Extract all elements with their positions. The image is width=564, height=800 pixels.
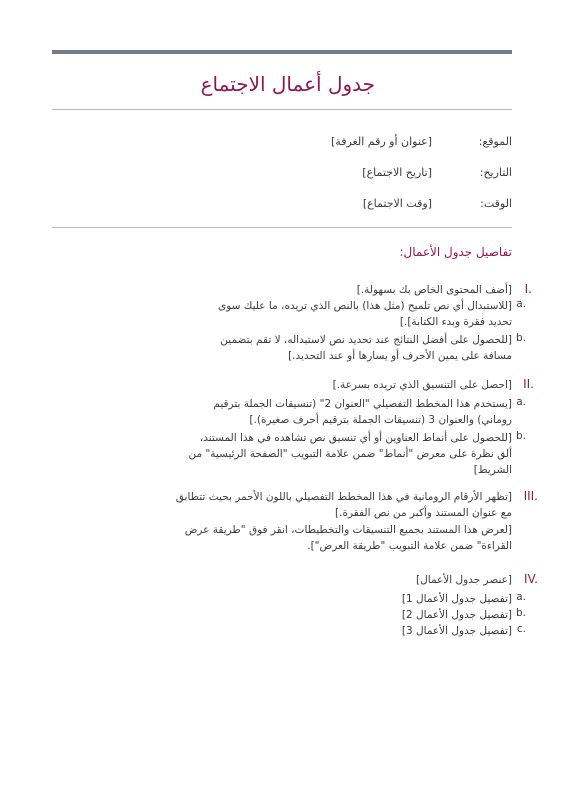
sub-letter: a. xyxy=(516,591,526,603)
meta-row-location xyxy=(52,135,512,151)
agenda-details-heading: تفاصيل جدول الأعمال: xyxy=(399,245,512,259)
sub-text: [تفصيل جدول الأعمال 1] xyxy=(401,593,512,605)
sub-letter: b. xyxy=(515,430,526,442)
item-text: [احصل على التنسيق الذي تريده بسرعة.] xyxy=(332,379,512,391)
sub-text: تحديد فقرة وبدء الكتابة].] xyxy=(399,316,512,328)
page-title: جدول أعمال الاجتماع xyxy=(200,72,375,96)
meta-label: التاريخ: xyxy=(479,166,512,179)
item-number: IV. xyxy=(523,572,538,586)
sub-letter: b. xyxy=(515,607,526,619)
sub-letter: b. xyxy=(515,332,526,344)
item-text: [لعرض هذا المستند بجميع التنسيقات والتخطيطات، انقر فوق "طريقة عرض xyxy=(184,524,512,536)
sub-text: [للحصول على أنماط العناوين أو أي تنسيق نص تشاهده في هذا المستند، xyxy=(199,432,512,444)
meta-value: [تاريخ الاجتماع] xyxy=(362,166,432,179)
item-text: القراءة" ضمن علامة التبويب "طريقة العرض"]. xyxy=(307,540,512,552)
item-number: I. xyxy=(524,282,532,296)
agenda-item-4 xyxy=(150,572,538,642)
sub-letter: a. xyxy=(516,396,526,408)
sub-text: [يستخدم هذا المخطط التفصيلي "العنوان 2" (تنسيقات الجملة بترقيم xyxy=(213,398,512,410)
meta-divider xyxy=(52,227,512,228)
meta-row-time xyxy=(52,197,512,213)
meta-value: [عنوان أو رقم الغرفة] xyxy=(331,135,432,148)
agenda-item-2 xyxy=(150,377,534,477)
meta-label: الموقع: xyxy=(478,135,512,148)
sub-text: مسافة على يمين الأحرف أو يسارها أو عند التحديد.] xyxy=(288,350,512,362)
agenda-item-3 xyxy=(150,489,538,559)
item-number: III. xyxy=(523,489,538,503)
agenda-item-1 xyxy=(150,282,532,362)
sub-text: [للاستبدال أي نص تلميح (مثل هذا) بالنص الذي تريده، ما عليك سوى xyxy=(218,300,512,312)
meta-label: الوقت: xyxy=(480,197,512,210)
sub-text: ألق نظرة على معرض "أنماط" ضمن علامة التبويب "الصفحة الرئيسية" من xyxy=(188,448,512,460)
item-text: [تظهر الأرقام الرومانية في هذا المخطط التفصيلي باللون الأحمر بحيث تتطابق xyxy=(175,491,512,503)
meta-row-date xyxy=(52,166,512,182)
sub-letter: a. xyxy=(516,298,526,310)
sub-letter: c. xyxy=(516,623,526,635)
sub-text: الشريط] xyxy=(473,464,512,476)
item-number: II. xyxy=(523,377,534,391)
sub-text: [تفصيل جدول الأعمال 3] xyxy=(401,625,512,637)
item-text: [أضف المحتوى الخاص بك بسهولة.] xyxy=(356,284,512,296)
meta-value: [وقت الاجتماع] xyxy=(362,197,432,210)
top-accent-rule xyxy=(52,50,512,54)
item-text: [عنصر جدول الأعمال] xyxy=(416,574,512,586)
title-divider xyxy=(52,109,512,110)
sub-text: روماني) والعنوان 3 (تنسيقات الجملة بترقيم أحرف صغيرة).] xyxy=(249,414,512,426)
item-text: مع عنوان المستند وأكبر من نص الفقرة.] xyxy=(335,507,512,519)
sub-text: [للحصول على أفضل النتائج عند تحديد نص لاستبداله، لا تقم بتضمين xyxy=(220,334,512,346)
sub-text: [تفصيل جدول الأعمال 2] xyxy=(401,609,512,621)
